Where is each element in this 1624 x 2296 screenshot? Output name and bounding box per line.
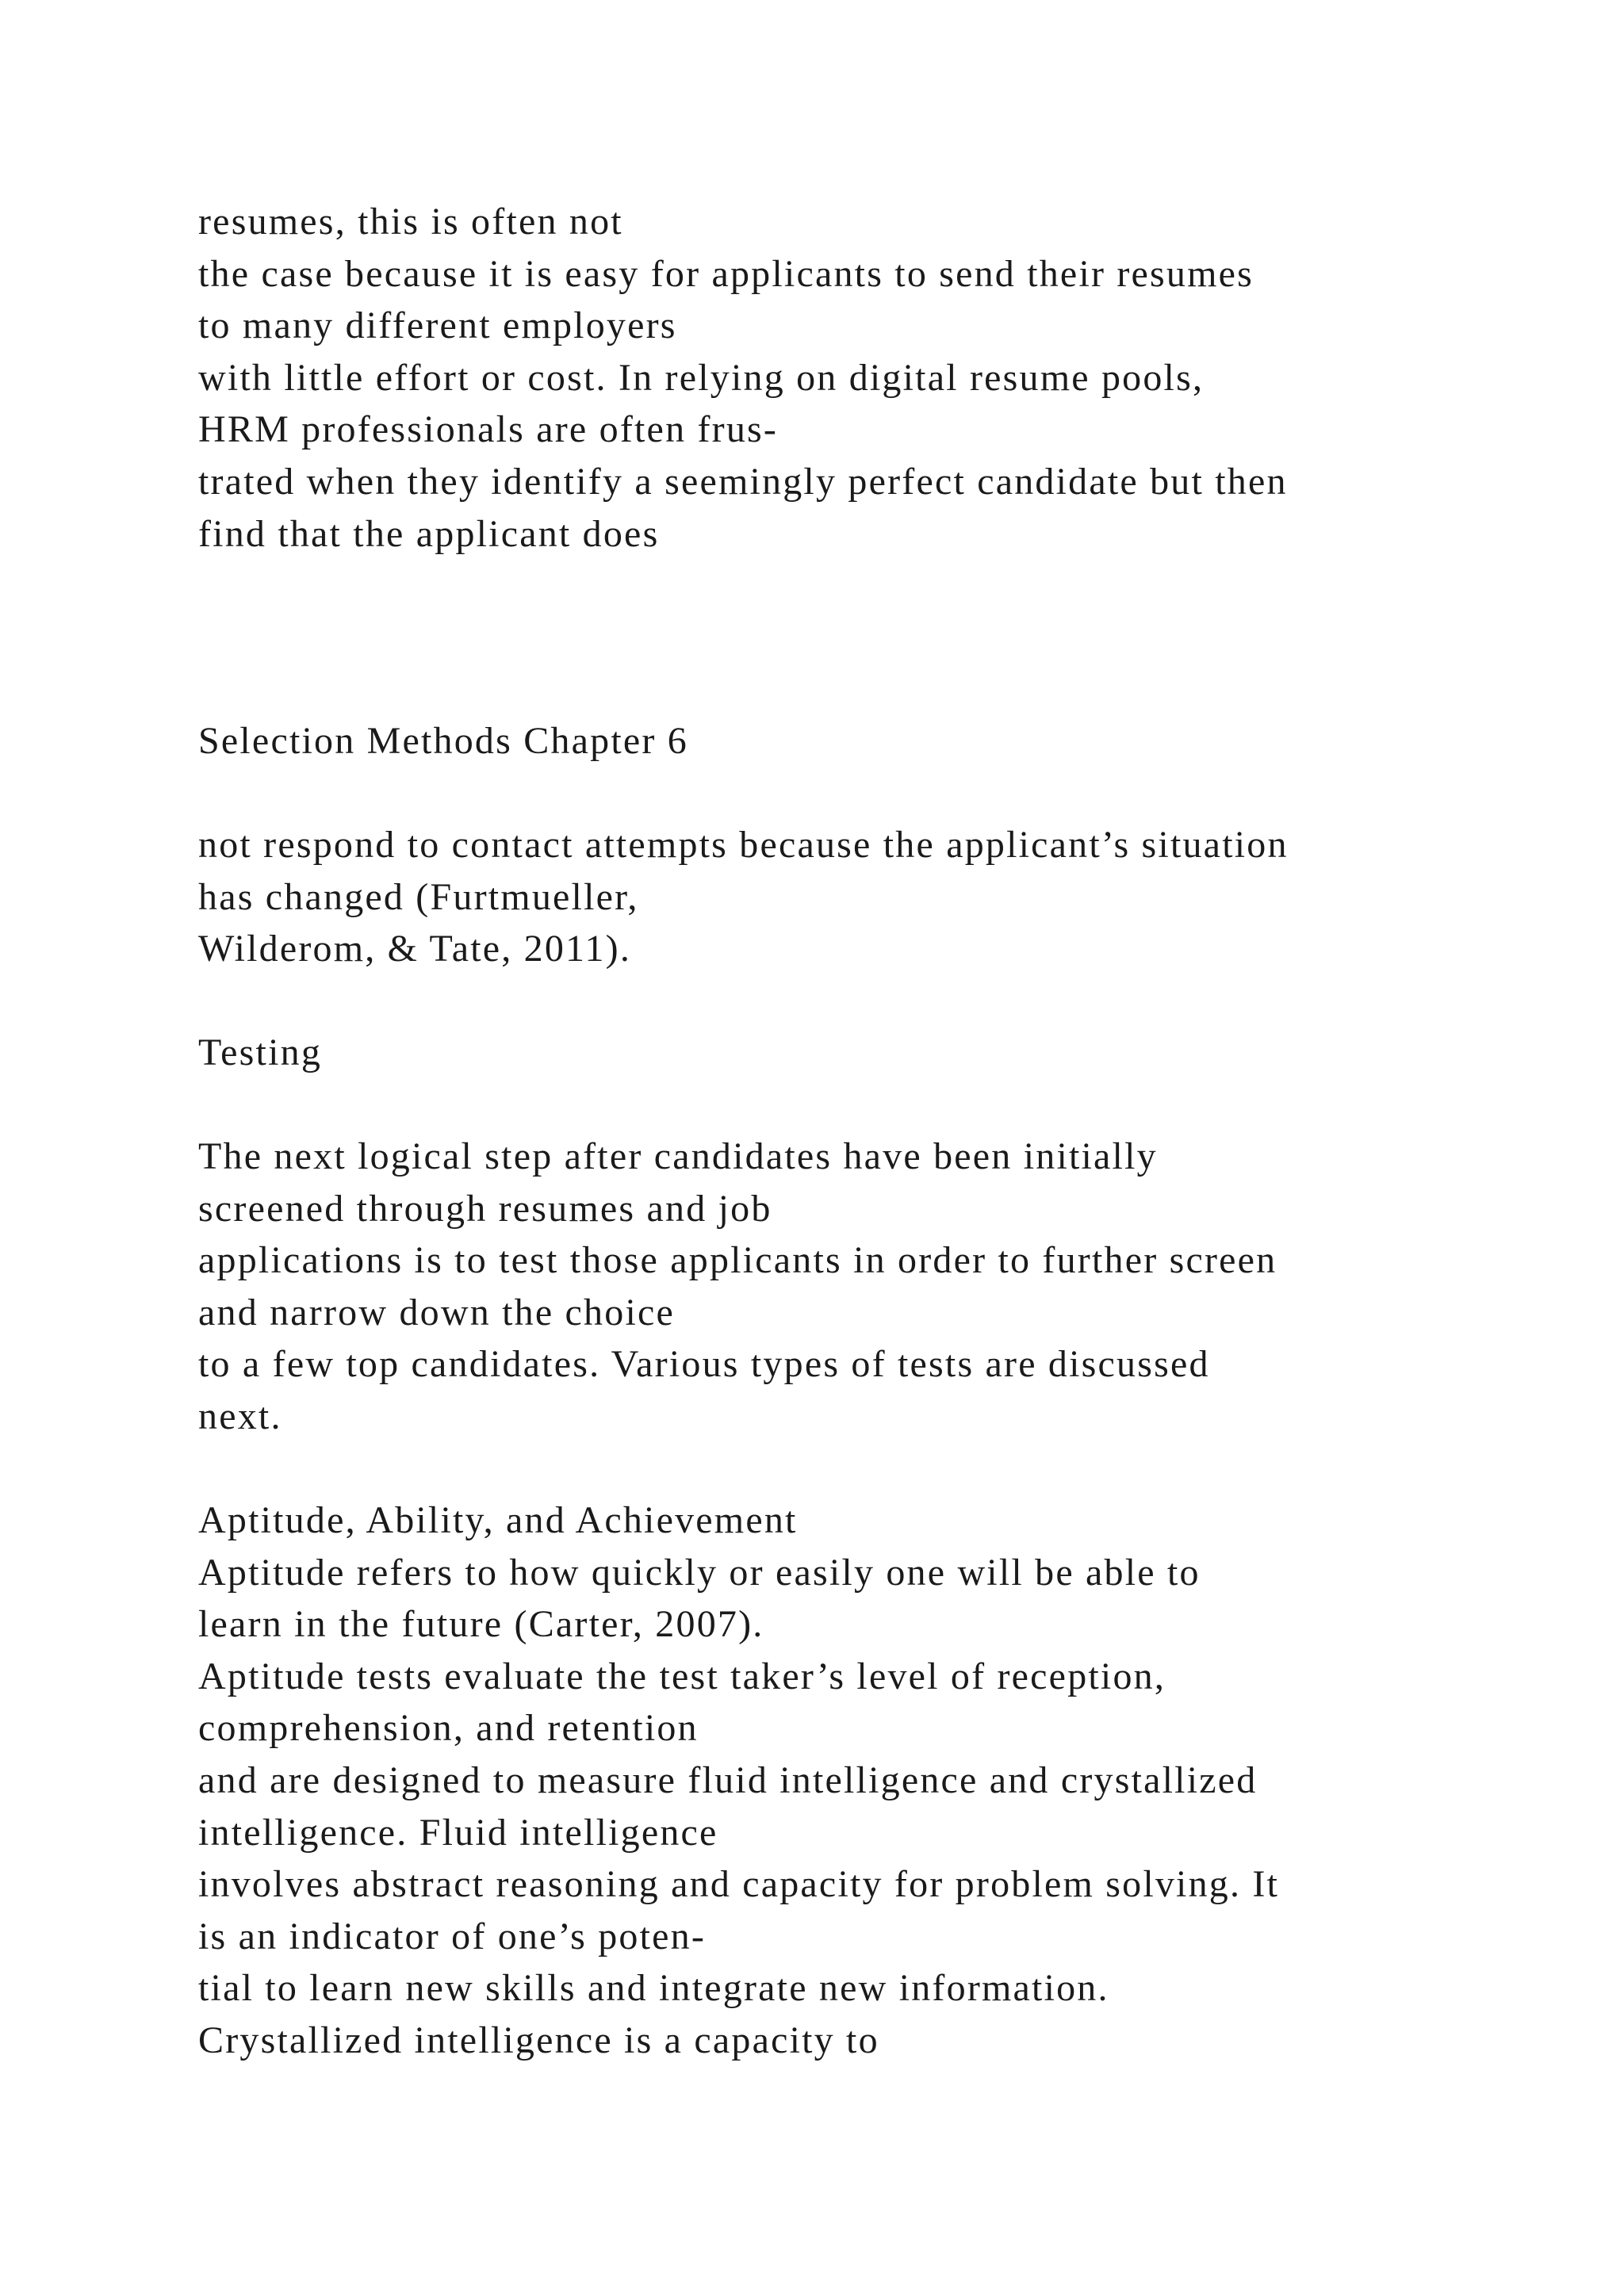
text-line: next. bbox=[198, 1395, 282, 1437]
text-line: HRM professionals are often frus- bbox=[198, 408, 779, 451]
text-line: find that the applicant does bbox=[198, 512, 660, 555]
text-line: not respond to contact attempts because the applicant’s situation bbox=[198, 824, 1289, 866]
text-line: Crystallized intelligence is a capacity to bbox=[198, 2019, 879, 2061]
text-line: to many different employers bbox=[198, 304, 677, 347]
paragraph-aptitude bbox=[198, 1494, 1546, 2067]
text-line: trated when they identify a seemingly perfect candidate but then bbox=[198, 460, 1288, 503]
paragraph-resume-pools bbox=[198, 196, 1546, 560]
text-line: resumes, this is often not bbox=[198, 201, 623, 243]
text-line: with little effort or cost. In relying on digital resume pools, bbox=[198, 356, 1205, 399]
text-line: Aptitude tests evaluate the test taker’s level of reception, bbox=[198, 1655, 1166, 1697]
subheading-text: Aptitude, Ability, and Achievement bbox=[198, 1499, 798, 1541]
text-line: to a few top candidates. Various types of tests are discussed bbox=[198, 1343, 1210, 1386]
section-heading-text: Testing bbox=[198, 1031, 323, 1073]
text-line: Aptitude refers to how quickly or easily one will be able to bbox=[198, 1551, 1201, 1594]
text-line: screened through resumes and job bbox=[198, 1187, 772, 1230]
text-line: the case because it is easy for applicants to send their resumes bbox=[198, 252, 1254, 295]
text-line: intelligence. Fluid intelligence bbox=[198, 1811, 718, 1854]
text-line: Wilderom, & Tate, 2011). bbox=[198, 928, 632, 970]
text-line: The next logical step after candidates have been initially bbox=[198, 1135, 1158, 1177]
paragraph-testing bbox=[198, 1131, 1546, 1443]
section-heading bbox=[198, 1027, 1546, 1079]
text-line: and are designed to measure fluid intelligence and crystallized bbox=[198, 1758, 1258, 1801]
text-line: learn in the future (Carter, 2007). bbox=[198, 1603, 764, 1646]
running-header-text: Selection Methods Chapter 6 bbox=[198, 720, 688, 762]
text-line: has changed (Furtmueller, bbox=[198, 875, 639, 918]
text-line: comprehension, and retention bbox=[198, 1707, 699, 1750]
text-line: applications is to test those applicants in order to further screen bbox=[198, 1239, 1277, 1282]
text-line: involves abstract reasoning and capacity for problem solving. It bbox=[198, 1863, 1280, 1906]
text-line: tial to learn new skills and integrate new information. bbox=[198, 1967, 1109, 2010]
running-header bbox=[198, 715, 1546, 767]
text-line: and narrow down the choice bbox=[198, 1291, 675, 1334]
text-line: is an indicator of one’s poten- bbox=[198, 1915, 707, 1957]
paragraph-contact-attempts bbox=[198, 819, 1546, 975]
